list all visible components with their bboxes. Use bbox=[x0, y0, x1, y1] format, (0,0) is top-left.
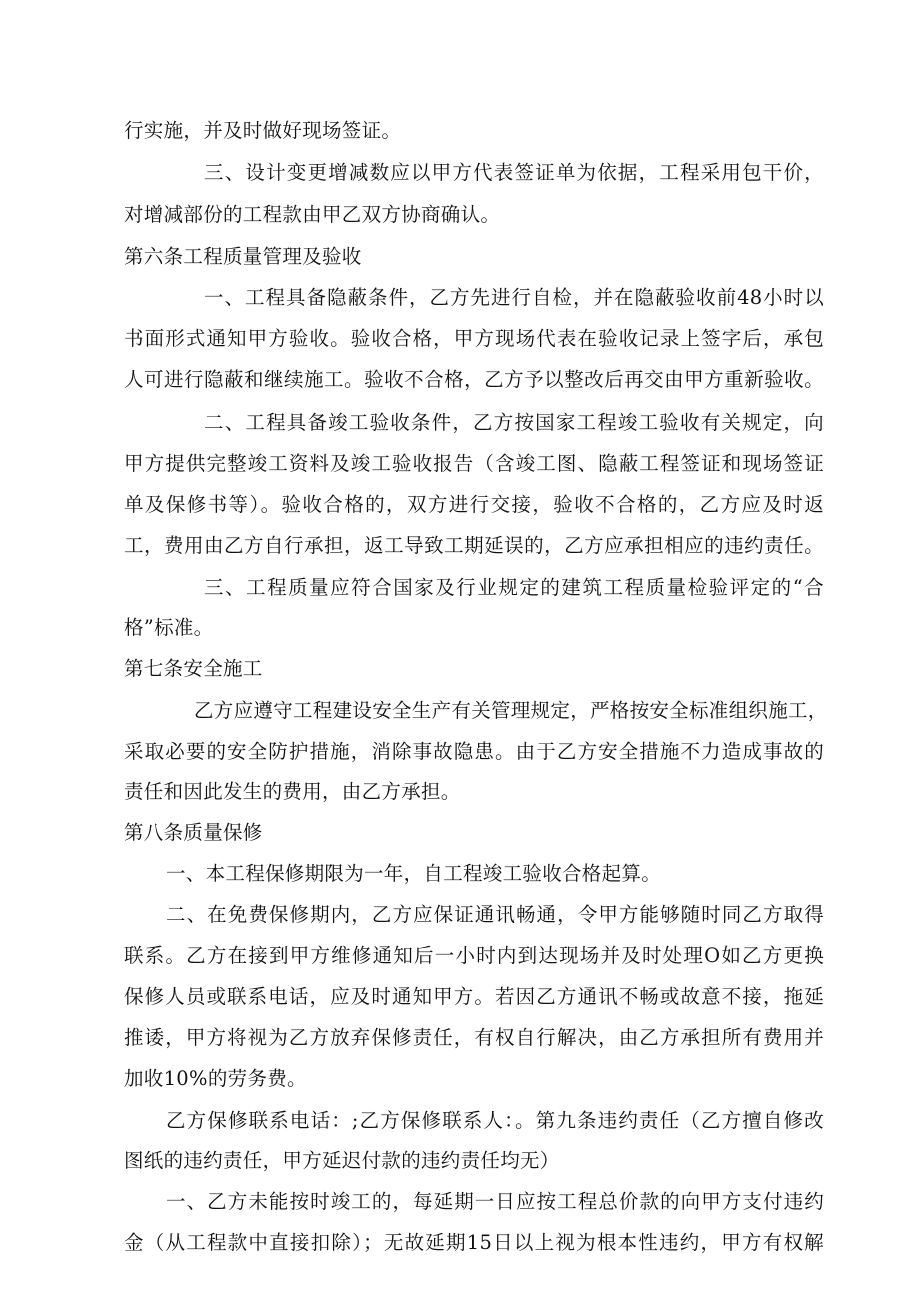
text-line: 加收10%的劳务费。 bbox=[124, 1067, 307, 1090]
text-line: 乙方应遵守工程建设安全生产有关管理规定，严格按安全标准组织施工， bbox=[194, 699, 828, 722]
text-line: 采取必要的安全防护措施，消除事故隐患。由于乙方安全措施不力造成事故的 bbox=[124, 740, 824, 763]
text-line: 一、工程具备隐蔽条件，乙方先进行自检，并在隐蔽验收前48小时以 bbox=[204, 286, 824, 309]
text-line: 二、工程具备竣工验收条件，乙方按国家工程竣工验收有关规定，向 bbox=[204, 411, 824, 434]
text-line: 一、本工程保修期限为一年，自工程竣工验收合格起算。 bbox=[166, 862, 662, 885]
text-line: 格”标准。 bbox=[124, 616, 214, 639]
text-line: 二、在免费保修期内，乙方应保证通讯畅通，令甲方能够随时同乙方取得 bbox=[166, 903, 824, 926]
text-line: 责任和因此发生的费用，由乙方承担。 bbox=[124, 780, 461, 803]
section-heading: 第六条工程质量管理及验收 bbox=[124, 245, 362, 268]
text-line: 书面形式通知甲方验收。验收合格，甲方现场代表在验收记录上签字后，承包 bbox=[124, 327, 824, 350]
section-heading: 第八条质量保修 bbox=[124, 821, 263, 844]
text-line: 图纸的违约责任，甲方延迟付款的违约责任均无） bbox=[124, 1149, 560, 1172]
text-line: 工，费用由乙方自行承担，返工导致工期延误的，乙方应承担相应的违约责任。 bbox=[124, 534, 824, 557]
text-line: 对增减部份的工程款由甲乙双方协商确认。 bbox=[124, 203, 501, 226]
section-heading: 第七条安全施工 bbox=[124, 657, 263, 680]
text-line: 一、乙方未能按时竣工的，每延期一日应按工程总价款的向甲方支付违约 bbox=[166, 1190, 824, 1213]
text-line: 单及保修书等）。验收合格的，双方进行交接，验收不合格的，乙方应及时返 bbox=[124, 493, 824, 516]
text-line: 金（从工程款中直接扣除）；无故延期15日以上视为根本性违约，甲方有权解 bbox=[124, 1231, 824, 1254]
text-line: 乙方保修联系电话：;乙方保修联系人：。第九条违约责任（乙方擅自修改 bbox=[166, 1109, 824, 1132]
text-line: 推诿，甲方将视为乙方放弃保修责任，有权自行解决，由乙方承担所有费用并 bbox=[124, 1026, 824, 1049]
text-line: 甲方提供完整竣工资料及竣工验收报告（含竣工图、隐蔽工程签证和现场签证 bbox=[124, 452, 824, 475]
text-line: 人可进行隐蔽和继续施工。验收不合格，乙方予以整改后再交由甲方重新验收。 bbox=[124, 368, 824, 391]
text-line: 联系。乙方在接到甲方维修通知后一小时内到达现场并及时处理O如乙方更换 bbox=[124, 944, 824, 967]
text-line: 三、设计变更增减数应以甲方代表签证单为依据，工程采用包干价， bbox=[204, 161, 824, 184]
text-line: 行实施，并及时做好现场签证。 bbox=[124, 119, 402, 142]
text-line: 三、工程质量应符合国家及行业规定的建筑工程质量检验评定的“合 bbox=[204, 576, 824, 599]
text-line: 保修人员或联系电话，应及时通知甲方。若因乙方通讯不畅或故意不接，拖延 bbox=[124, 985, 824, 1008]
